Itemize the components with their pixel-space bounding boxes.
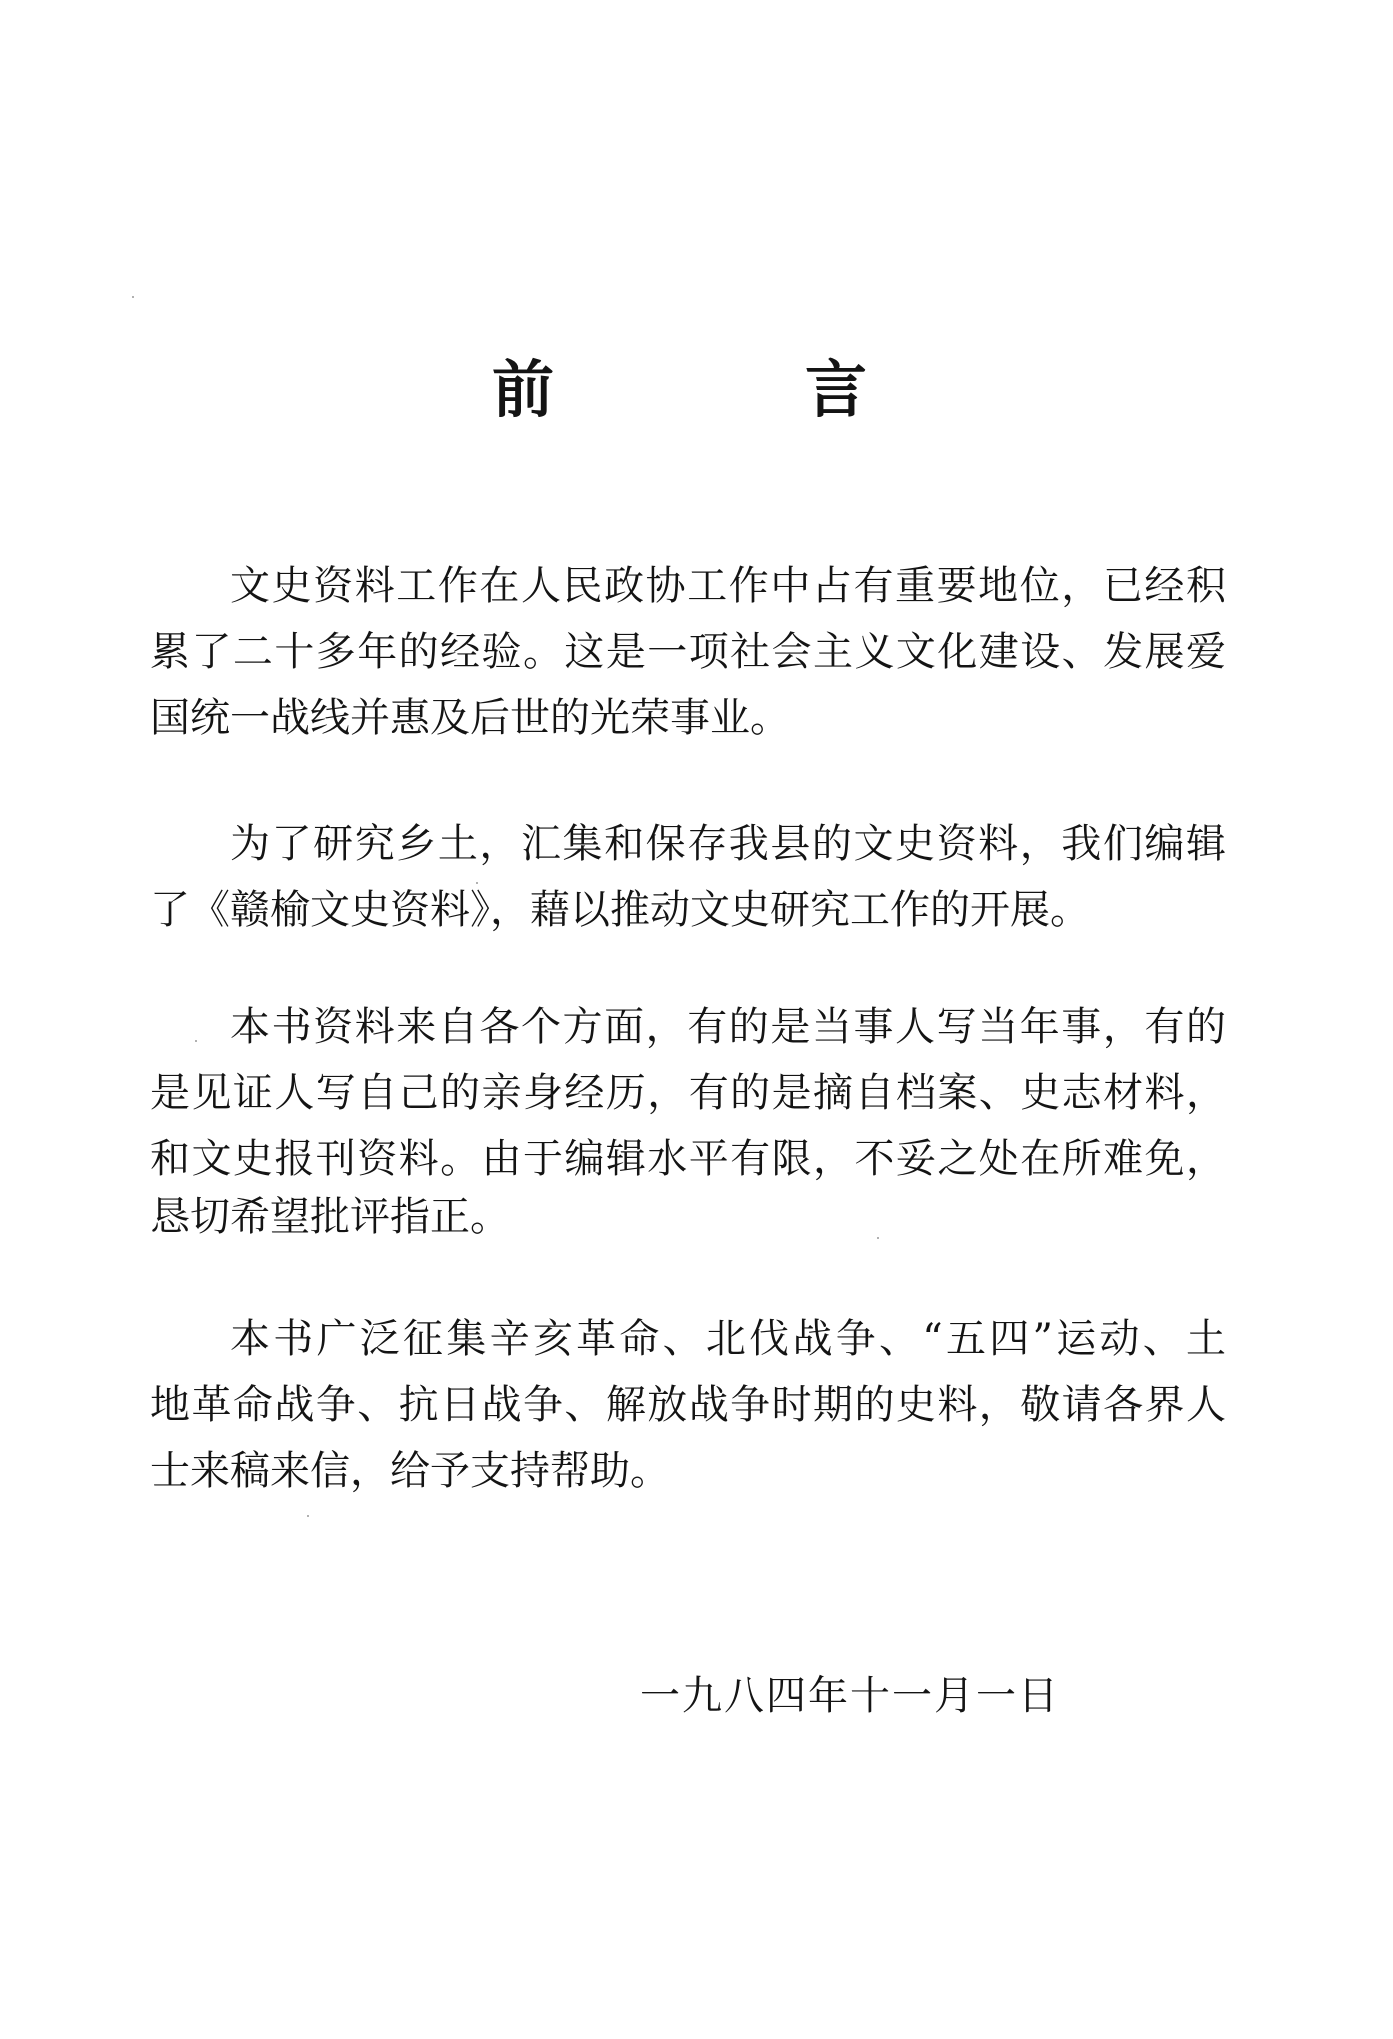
- text-line: 国统一战线并惠及后世的光荣事业。: [150, 695, 790, 741]
- text-line: 为了研究乡土，汇集和保存我县的文史资料，我们编辑: [230, 821, 1226, 867]
- scan-speck: [877, 1237, 879, 1239]
- signature-date: 一九八四年十一月一日: [640, 1673, 1060, 1719]
- text-line: 了《赣榆文史资料》，藉以推动文史研究工作的开展。: [150, 887, 1090, 933]
- paragraph-4: [150, 1306, 1226, 1504]
- paragraph-2: [150, 811, 1226, 943]
- text-line: 本书广泛征集辛亥革命、北伐战争、“五四”运动、土: [230, 1316, 1226, 1362]
- text-line: 是见证人写自己的亲身经历，有的是摘自档案、史志材料，: [150, 1070, 1226, 1116]
- scan-speck: [476, 882, 478, 884]
- text-line: 士来稿来信，给予支持帮助。: [150, 1448, 670, 1494]
- paragraph-1: [150, 553, 1226, 751]
- text-line: 地革命战争、抗日战争、解放战争时期的史料，敬请各界人: [150, 1382, 1226, 1428]
- text-line: 文史资料工作在人民政协工作中占有重要地位，已经积: [230, 563, 1226, 609]
- scan-speck: [307, 1515, 309, 1517]
- scan-speck: [195, 1040, 197, 1042]
- scan-speck: [132, 296, 134, 298]
- title-char-1: 前: [492, 353, 555, 426]
- text-line: 恳切希望批评指正。: [150, 1194, 510, 1240]
- paragraph-3: [150, 994, 1226, 1250]
- title-char-2: 言: [805, 353, 868, 426]
- page-title: [0, 345, 1393, 435]
- text-line: 累了二十多年的经验。这是一项社会主义文化建设、发展爱: [150, 629, 1226, 675]
- text-line: 和文史报刊资料。由于编辑水平有限，不妥之处在所难免，: [150, 1136, 1226, 1182]
- text-line: 本书资料来自各个方面，有的是当事人写当年事，有的: [230, 1004, 1226, 1050]
